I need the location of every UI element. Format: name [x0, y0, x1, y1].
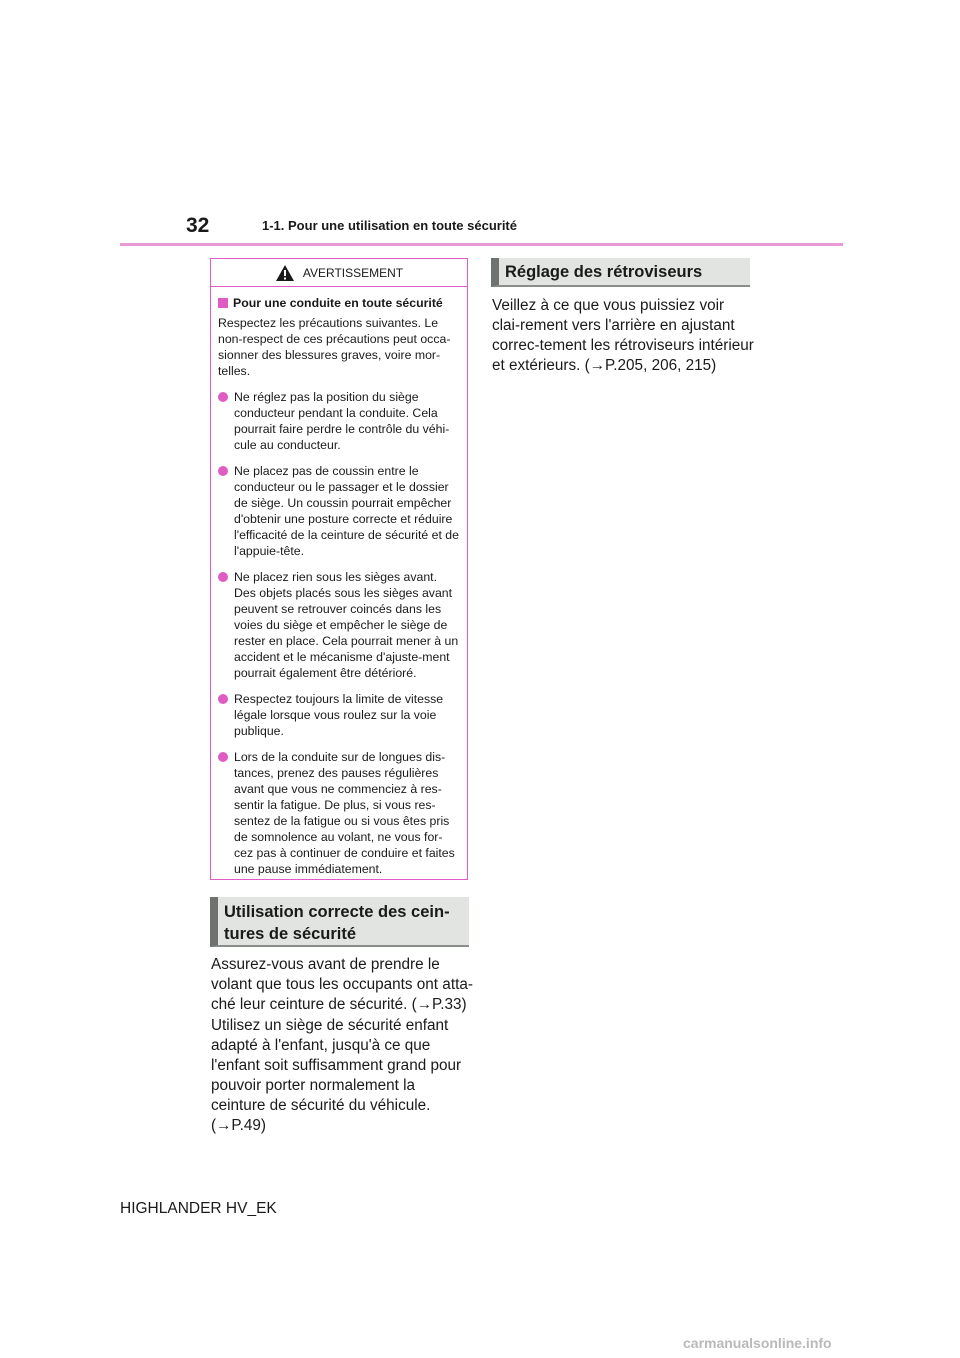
bullet-dot-icon	[218, 694, 228, 704]
warning-item	[218, 569, 459, 681]
footer-model: HIGHLANDER HV_EK	[120, 1200, 277, 1217]
warning-item	[218, 463, 459, 559]
page-number: 32	[186, 214, 210, 237]
watermark: carmanualsonline.info	[683, 1335, 832, 1351]
bullet-dot-icon	[218, 392, 228, 402]
warning-title: AVERTISSEMENT	[302, 265, 404, 280]
section-header: 1-1. Pour une utilisation en toute sécurité	[262, 218, 517, 233]
square-bullet-icon	[218, 298, 228, 308]
condition-title-text: Pour une conduite en toute sécurité	[233, 296, 443, 310]
warning-intro: Respectez les précautions suivantes. Le non-respect de ces précautions peut occa-sionner des blessures graves, voire mor-telles.	[218, 316, 451, 378]
warning-header	[211, 259, 467, 287]
mirror-paragraph: Veillez à ce que vous puissiez voir clai-rement vers l'arrière en ajustant correc-tement les rétroviseurs intérieur et extérieurs. (→P.205, 206, 215)	[492, 297, 754, 374]
bullet-dot-icon	[218, 572, 228, 582]
warning-item	[218, 389, 459, 453]
warning-condition-title	[218, 295, 459, 311]
warning-item-text: Ne placez rien sous les sièges avant. Des objets placés sous les sièges avant peuvent se retrouver coincés dans les voies du siège et empêcher le siège de rester en place. Cela pourrait mener à un accident et le mécanisme d'ajuste-ment pourrait également être détérioré.	[234, 570, 459, 680]
warning-box	[210, 258, 468, 880]
warning-item-text: Ne réglez pas la position du siège conducteur pendant la conduite. Cela pourrait faire perdre le contrôle du véhi-cule au conducteur.	[234, 390, 450, 452]
bullet-dot-icon	[218, 752, 228, 762]
warning-item-text: Lors de la conduite sur de longues dis-tances, prenez des pauses régulières avant que vous ne commenciez à res-sentir la fatigue. De plus, si vous res-sentez de la fatigue ou si vous êtes pris de somnolence au volant, ne vous for-cez pas à continuer de conduire et faites une pause immédiatement.	[234, 750, 455, 876]
warning-item-text: Ne placez pas de coussin entre le conducteur ou le passager et le dossier de siège. Un coussin pourrait empêcher d'obtenir une posture correcte et réduire l'efficacité de la ceinture de sécurité et de l'appuie-tête.	[234, 464, 459, 558]
warning-body	[211, 287, 467, 877]
warning-item-text: Respectez toujours la limite de vitesse légale lorsque vous roulez sur la voie publique.	[234, 692, 444, 738]
seatbelt-paragraph-2: Utilisez un siège de sécurité enfant adapté à l'enfant, jusqu'à ce que l'enfant soit suffisamment grand pour pouvoir porter normalement la ceinture de sécurité du véhicule. (→P.49)	[211, 1017, 462, 1134]
header-rule	[120, 243, 843, 246]
warning-item	[218, 691, 459, 739]
bullet-dot-icon	[218, 466, 228, 476]
warning-item	[218, 749, 459, 877]
warning-triangle-icon	[275, 264, 295, 282]
seatbelt-heading: Utilisation correcte des cein-tures de sécurité	[210, 897, 469, 947]
seatbelt-paragraph-1: Assurez-vous avant de prendre le volant que tous les occupants ont atta-ché leur ceinture de sécurité. (→P.33)	[211, 956, 473, 1013]
mirror-heading: Réglage des rétroviseurs	[491, 258, 750, 287]
